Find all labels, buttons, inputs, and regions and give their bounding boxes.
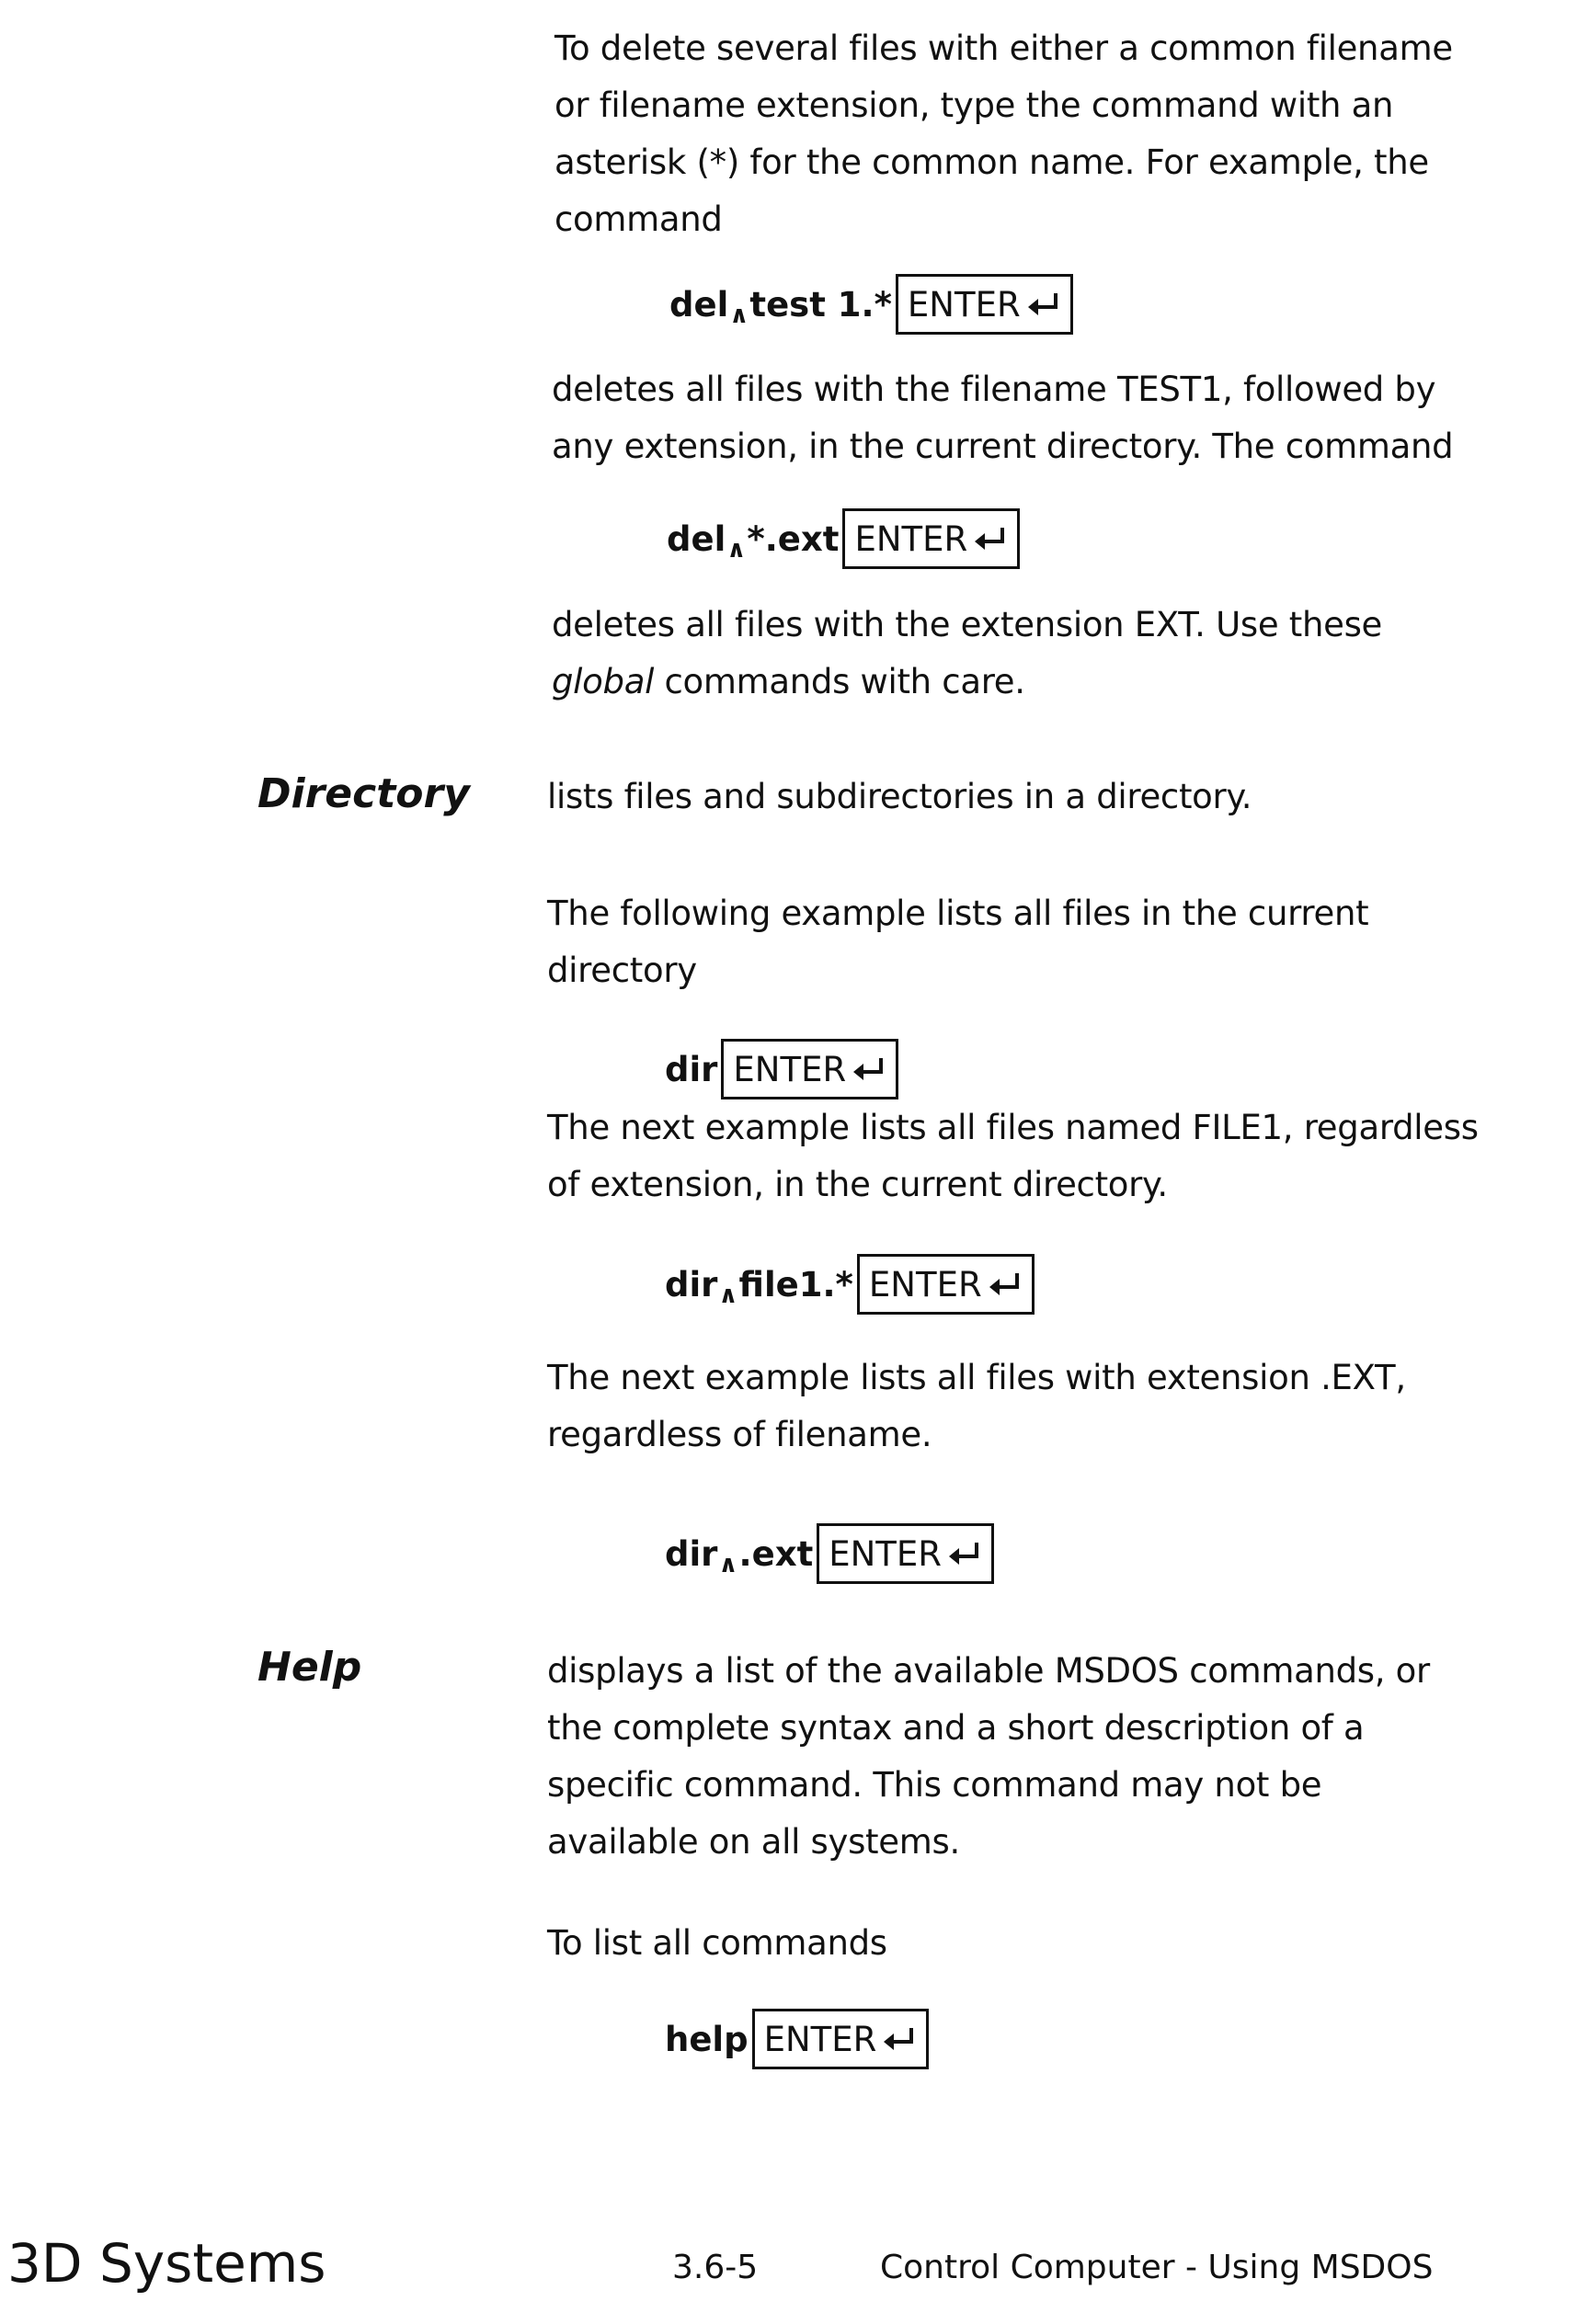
paragraph — [547, 1350, 1406, 1464]
command-name: del — [667, 519, 726, 559]
command-argument: .ext — [739, 1534, 814, 1574]
command-argument: *.ext — [747, 519, 839, 559]
text-line: displays a list of the available MSDOS commands, or — [547, 1643, 1430, 1700]
command-argument: test 1.* — [749, 285, 892, 325]
enter-key-label: ENTER — [854, 519, 967, 559]
paragraph — [547, 885, 1368, 999]
return-arrow-icon — [973, 525, 1008, 553]
space-symbol: ∧ — [718, 1282, 737, 1309]
text-line: any extension, in the current directory. The command — [552, 418, 1453, 475]
paragraph — [552, 361, 1453, 475]
command-help — [665, 2010, 929, 2068]
command-del-ext — [667, 509, 1020, 568]
text-line: lists files and subdirectories in a directory. — [547, 769, 1252, 826]
enter-key — [817, 1523, 994, 1584]
text-line: The next example lists all files with extension .EXT, — [547, 1350, 1406, 1407]
enter-key — [857, 1254, 1035, 1315]
paragraph — [547, 1915, 887, 1972]
text-line: The next example lists all files named FILE1, regardless — [547, 1099, 1479, 1156]
text-line: specific command. This command may not be — [547, 1757, 1430, 1814]
return-arrow-icon — [947, 1540, 982, 1567]
intro-paragraph — [554, 20, 1453, 248]
command-del-test1 — [669, 275, 1073, 334]
enter-key-label: ENTER — [733, 1050, 846, 1089]
return-arrow-icon — [852, 1055, 886, 1083]
command-dir-file1 — [665, 1255, 1035, 1314]
heading-directory: Directory — [257, 766, 470, 823]
help-description — [547, 1643, 1430, 1871]
command-dir — [665, 1040, 898, 1099]
text-line: command — [554, 191, 1453, 248]
text-line: the complete syntax and a short description of a — [547, 1700, 1430, 1757]
text-line: or filename extension, type the command with an — [554, 77, 1453, 134]
enter-key-label: ENTER — [869, 1265, 982, 1304]
command-argument: file1.* — [739, 1265, 853, 1304]
text-line: regardless of filename. — [547, 1407, 1406, 1464]
text-line: To list all commands — [547, 1915, 887, 1972]
command-name: del — [669, 285, 728, 325]
space-symbol: ∧ — [718, 1551, 737, 1578]
text-line: asterisk (*) for the common name. For example, the — [554, 134, 1453, 191]
command-dir-ext — [665, 1524, 994, 1583]
text-line: deletes all files with the extension EXT. Use these — [552, 597, 1382, 654]
emphasis: global — [552, 662, 654, 701]
directory-description — [547, 769, 1252, 826]
heading-help: Help — [257, 1639, 361, 1696]
enter-key — [896, 274, 1073, 335]
text-line — [552, 654, 1382, 711]
footer-company: 3D Systems — [7, 2232, 326, 2295]
return-arrow-icon — [988, 1270, 1023, 1298]
enter-key — [752, 2009, 930, 2069]
command-name: help — [665, 2020, 749, 2059]
paragraph — [547, 1099, 1479, 1213]
paragraph — [552, 597, 1382, 711]
text: commands with care. — [654, 662, 1025, 701]
text-line: The following example lists all files in the current — [547, 885, 1368, 942]
text-line: directory — [547, 942, 1368, 999]
text-line: To delete several files with either a common filename — [554, 20, 1453, 77]
text-line: available on all systems. — [547, 1814, 1430, 1871]
command-name: dir — [665, 1050, 717, 1089]
return-arrow-icon — [1026, 290, 1061, 318]
space-symbol: ∧ — [726, 536, 746, 564]
enter-key-label: ENTER — [829, 1534, 942, 1574]
return-arrow-icon — [882, 2025, 917, 2053]
enter-key-label: ENTER — [908, 285, 1021, 325]
enter-key-label: ENTER — [764, 2020, 877, 2059]
text-line: of extension, in the current directory. — [547, 1156, 1479, 1213]
footer-title: Control Computer - Using MSDOS — [880, 2249, 1433, 2286]
command-name: dir — [665, 1265, 717, 1304]
enter-key — [842, 508, 1020, 569]
footer-page-number: 3.6-5 — [672, 2249, 758, 2286]
command-name: dir — [665, 1534, 717, 1574]
space-symbol: ∧ — [729, 302, 749, 329]
text-line: deletes all files with the filename TEST1, followed by — [552, 361, 1453, 418]
enter-key — [721, 1039, 898, 1099]
